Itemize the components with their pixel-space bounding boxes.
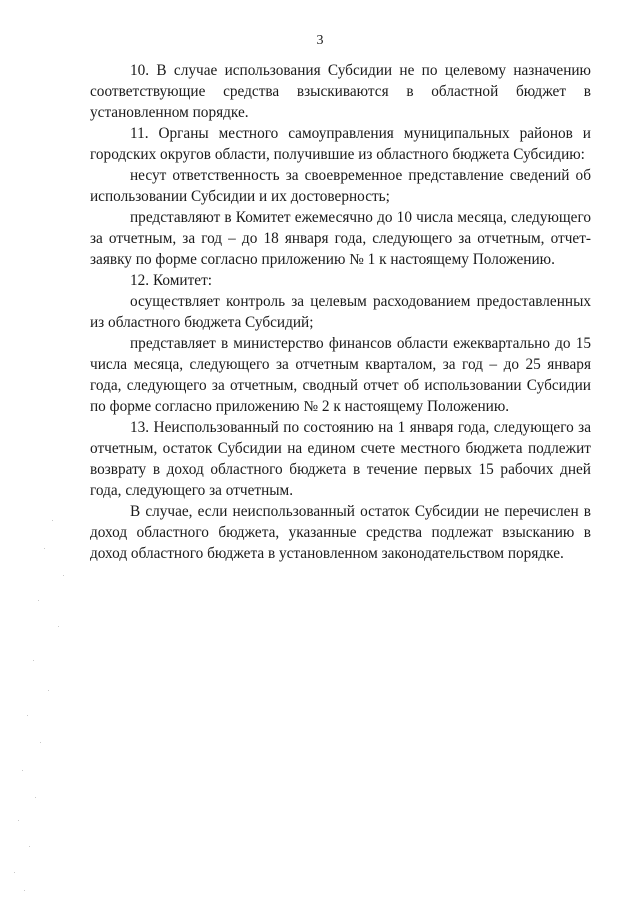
- paragraph-12: 12. Комитет:: [130, 272, 213, 289]
- paragraph-12-report: представляет в министерство финансов области ежеквартально до 15 числа месяца, следующего за отчетным кварталом, за год – до 25 января года, следующего за отчетным, сводный отчет об использовании Субсидии по форме согласно приложению № 2 к настоящему Положению.: [90, 335, 591, 415]
- document-body: [90, 60, 591, 564]
- paragraph-11: 11. Органы местного самоуправления муниципальных районов и городских округов области, получившие из областного бюджета Субсидию:: [90, 125, 591, 163]
- paragraph-12-control: осуществляет контроль за целевым расходованием предоставленных из областного бюджета Субсидий;: [90, 293, 591, 331]
- paragraph-10: 10. В случае использования Субсидии не по целевому назначению соответствующие средства взыскиваются в областной бюджет в установленном порядке.: [90, 62, 591, 121]
- scan-noise: [0, 0, 90, 905]
- paragraph-11-responsibility: несут ответственность за своевременное представление сведений об использовании Субсидии и их достоверность;: [90, 167, 591, 205]
- paragraph-11-reporting: представляют в Комитет ежемесячно до 10 числа месяца, следующего за отчетным, за год – до 18 января года, следующего за отчетным, отчет-заявку по форме согласно приложению № 1 к настоящему Положению.: [90, 209, 591, 268]
- paragraph-13-return: В случае, если неиспользованный остаток Субсидии не перечислен в доход областного бюджета, указанные средства подлежат взысканию в доход областного бюджета в установленном законодательством порядке.: [90, 503, 591, 562]
- page-number: 3: [316, 33, 324, 48]
- paragraph-13: 13. Неиспользованный по состоянию на 1 января года, следующего за отчетным, остаток Субсидии на едином счете местного бюджета подлежит возврату в доход областного бюджета в течение первых 15 рабочих дней года, следующего за отчетным.: [90, 419, 591, 499]
